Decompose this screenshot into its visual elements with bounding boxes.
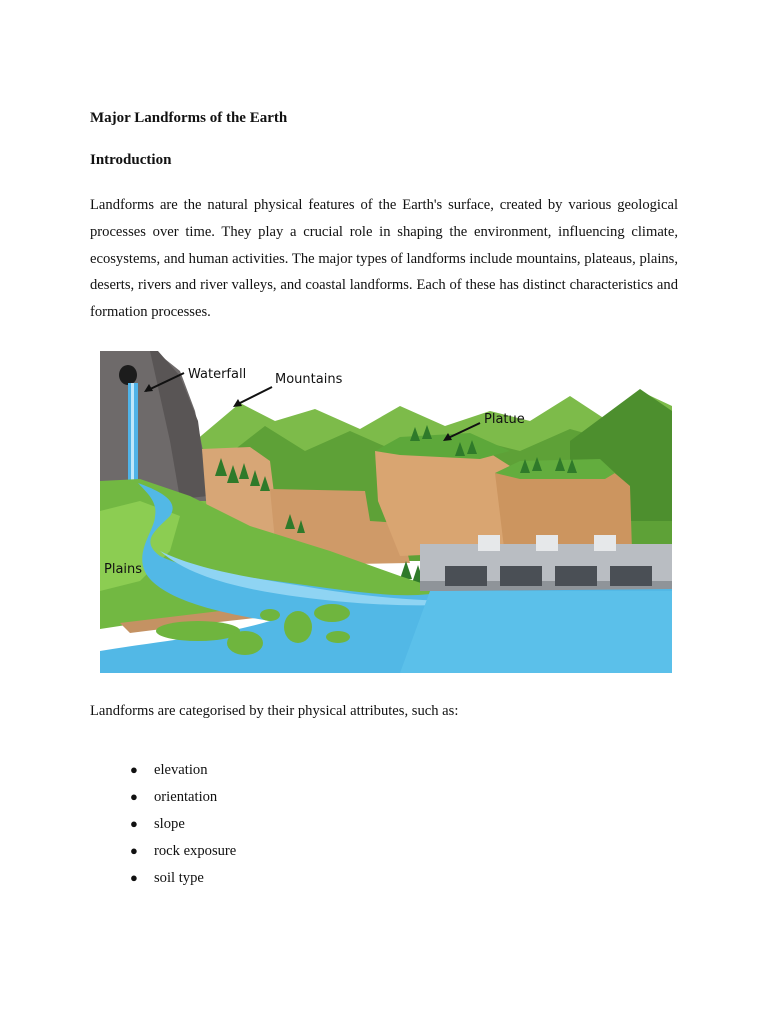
section-heading-introduction: Introduction <box>90 152 172 168</box>
list-item-label: orientation <box>154 789 218 805</box>
intro-paragraph: Landforms are the natural physical features of the Earth's surface, created by various geological processes over time. They play a crucial role in shaping the environment, influencing climate, ecosystems, and human activities. The major types of landforms include mountains, plateaus, plains, deserts, rivers and river valleys, and coastal landforms. Each of these has distinct characteristics and formation processes. <box>90 197 678 321</box>
list-item <box>130 865 236 892</box>
bullet-icon: ● <box>130 762 138 777</box>
waterfall-label-text: Waterfall <box>188 367 247 382</box>
list-item-label: slope <box>154 816 185 832</box>
landforms-illustration <box>100 351 672 673</box>
cave-opening <box>119 365 137 385</box>
list-item-label: soil type <box>154 870 204 886</box>
list-item <box>130 811 236 838</box>
bullet-icon: ● <box>130 843 138 858</box>
bullet-icon: ● <box>130 789 138 804</box>
reservoir <box>400 591 672 673</box>
plateau-label-text: Platue <box>484 412 525 427</box>
waterfall-highlight <box>131 383 134 483</box>
bullet-icon: ● <box>130 816 138 831</box>
list-item-label: elevation <box>154 762 208 778</box>
dam-towers <box>478 535 616 551</box>
mountains-label-text: Mountains <box>275 372 343 387</box>
attributes-intro: Landforms are categorised by their physical attributes, such as: <box>90 703 459 719</box>
bullet-icon: ● <box>130 870 138 885</box>
list-item <box>130 838 236 865</box>
attributes-list <box>130 757 236 892</box>
landforms-illustration-svg <box>100 351 672 673</box>
list-item <box>130 757 236 784</box>
label-mountains <box>233 372 343 407</box>
document-title: Major Landforms of the Earth <box>90 110 288 126</box>
list-item-label: rock exposure <box>154 843 237 859</box>
list-item <box>130 784 236 811</box>
plains-label-text: Plains <box>104 562 143 577</box>
